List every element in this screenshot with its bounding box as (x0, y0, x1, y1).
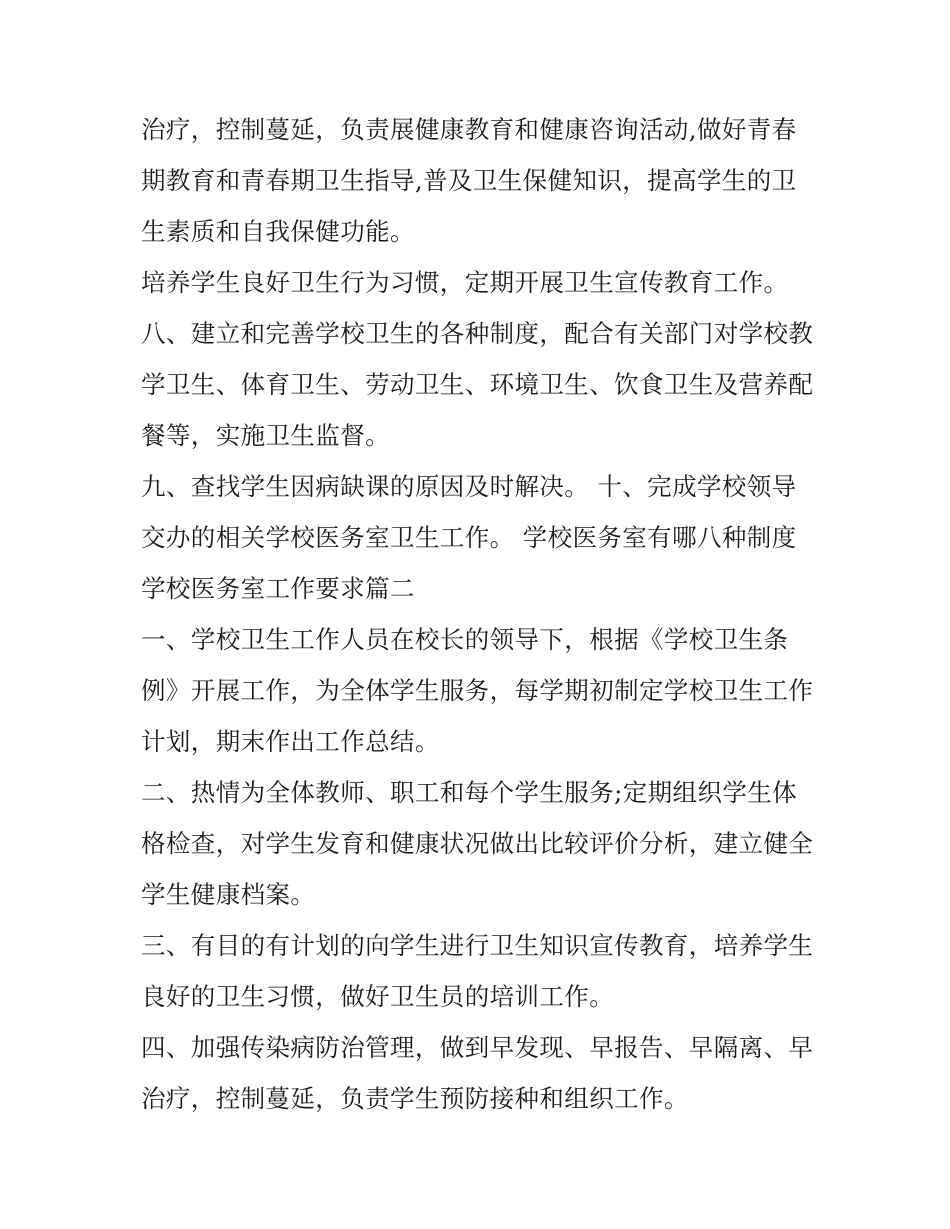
text-line: 四、加强传染病防治管理，做到早发现、早报告、早隔离、早 (141, 1033, 814, 1062)
section-heading: 学校医务室工作要求篇二 (141, 574, 415, 603)
text-line: 治疗，控制蔓延，负责学生预防接种和组织工作。 (141, 1084, 689, 1113)
text-line: 培养学生良好卫生行为习惯，定期开展卫生宣传教育工作。 (141, 268, 789, 297)
text-line: 治疗，控制蔓延，负责展健康教育和健康咨询活动,做好青春 (141, 115, 797, 144)
text-line: 学卫生、体育卫生、劳动卫生、环境卫生、饮食卫生及营养配 (141, 370, 814, 399)
text-line: 计划，期末作出工作总结。 (141, 727, 440, 756)
text-line: 八、建立和完善学校卫生的各种制度，配合有关部门对学校教 (141, 319, 814, 348)
text-line: 九、查找学生因病缺课的原因及时解决。 十、完成学校领导 (141, 472, 797, 501)
text-line: 良好的卫生习惯，做好卫生员的培训工作。 (141, 982, 615, 1011)
text-line: 格检查，对学生发育和健康状况做出比较评价分析，建立健全 (141, 829, 814, 858)
text-line: 三、有目的有计划的向学生进行卫生知识宣传教育，培养学生 (141, 931, 814, 960)
text-line: 例》开展工作，为全体学生服务，每学期初制定学校卫生工作 (141, 676, 814, 705)
text-line: 学生健康档案。 (141, 880, 316, 909)
text-line: 一、学校卫生工作人员在校长的领导下，根据《学校卫生条 (141, 625, 789, 654)
text-line: 交办的相关学校医务室卫生工作。 学校医务室有哪八种制度 (141, 523, 797, 552)
text-line: 二、热情为全体教师、职工和每个学生服务;定期组织学生体 (141, 778, 798, 807)
document-body (141, 104, 821, 1124)
text-line: 生素质和自我保健功能。 (141, 217, 415, 246)
text-line: 餐等，实施卫生监督。 (141, 421, 390, 450)
text-line: 期教育和青春期卫生指导,普及卫生保健知识，提高学生的卫 (141, 166, 797, 195)
